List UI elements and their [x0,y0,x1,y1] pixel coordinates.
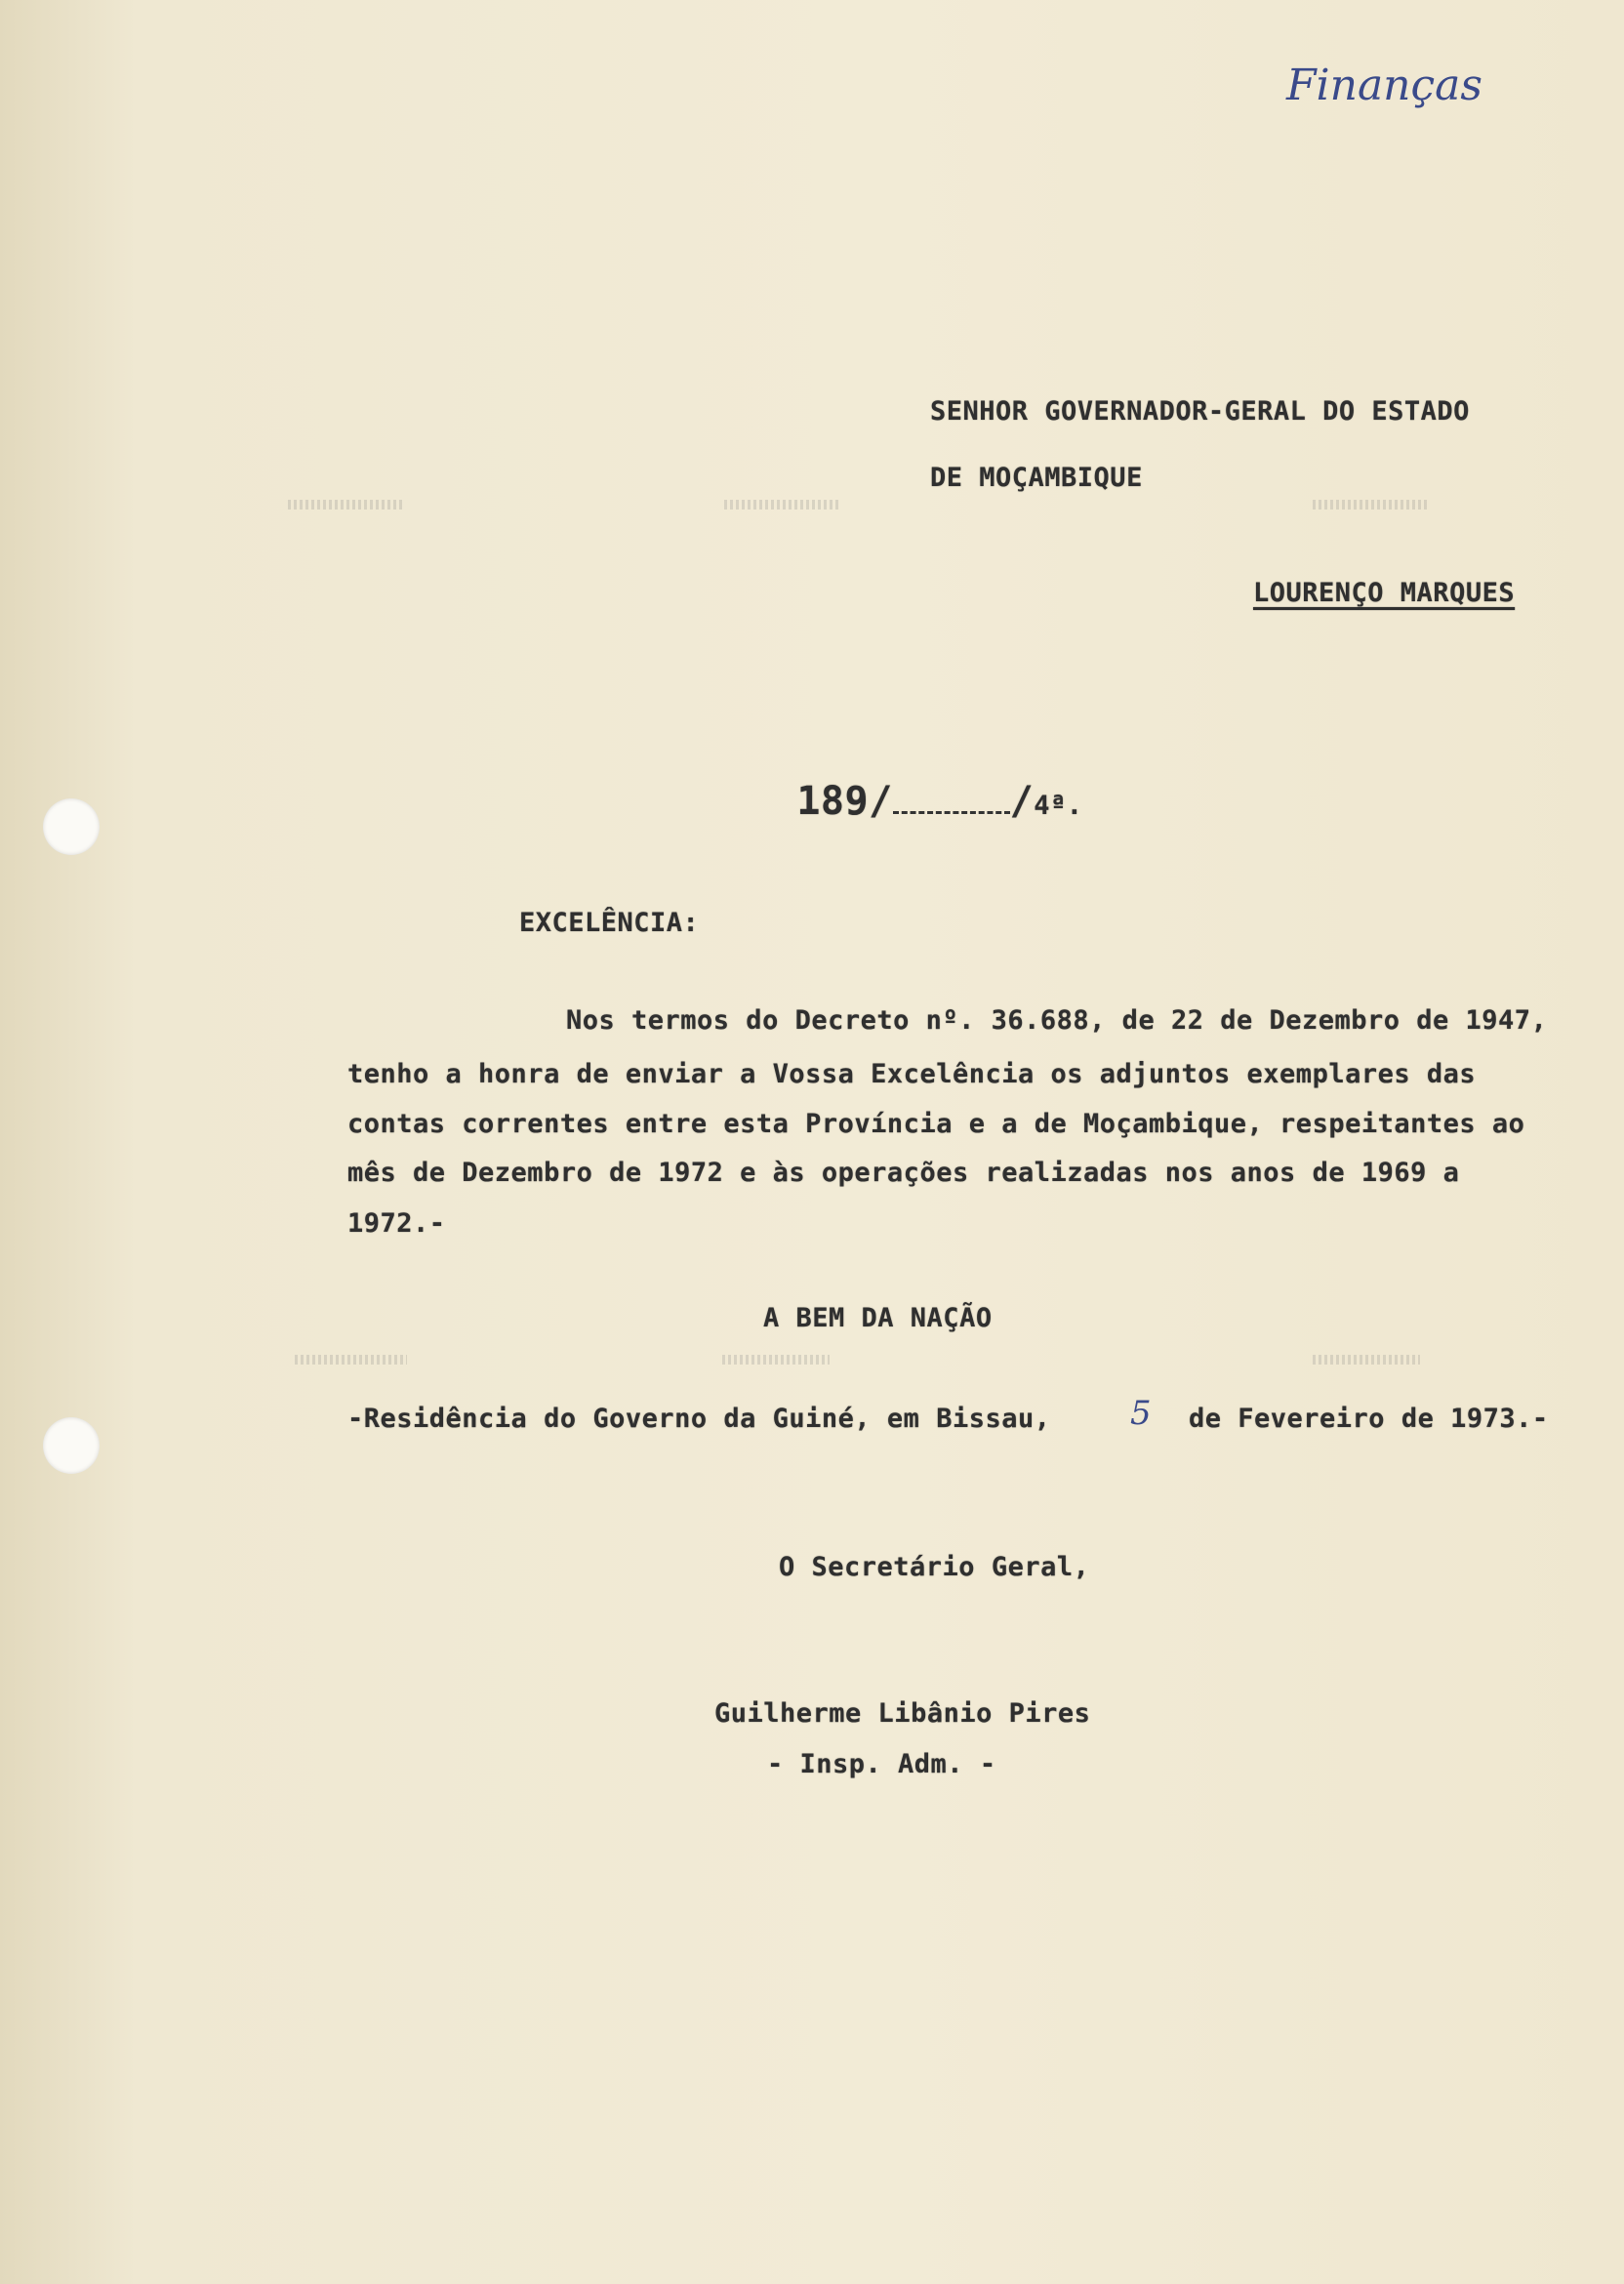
body-line-3: contas correntes entre esta Província e a de Moçambique, respeitantes ao [347,1109,1525,1139]
handwritten-day: 5 [1130,1394,1152,1433]
reference-id: 189 [796,779,870,824]
reference-suffix: 4ª. [1034,791,1083,821]
handwritten-annotation: Finanças [1286,61,1482,110]
place-text: -Residência do Governo da Guiné, em Bissau, [347,1404,1051,1434]
recipient-line-2: DE MOÇAMBIQUE [930,463,1143,493]
punch-hole-bottom [43,1417,100,1474]
reference-separator: / [1009,779,1035,824]
signatory-name: Guilherme Libânio Pires [714,1698,1091,1729]
bleed-mark [724,500,841,510]
reference-separator: / [869,779,893,824]
signatory-title: O Secretário Geral, [779,1552,1090,1582]
reference-blank [893,811,1010,814]
date-text: de Fevereiro de 1973.- [1189,1404,1549,1434]
bleed-mark [1313,500,1430,510]
signatory-position: - Insp. Adm. - [767,1749,996,1779]
closing-formula: A BEM DA NAÇÃO [763,1303,993,1333]
bleed-mark [288,500,405,510]
recipient-line-1: SENHOR GOVERNADOR-GERAL DO ESTADO [930,396,1470,427]
bleed-mark [722,1355,830,1365]
body-line-4: mês de Dezembro de 1972 e às operações realizadas nos anos de 1969 a [347,1158,1460,1188]
place-and-date [347,1404,1050,1434]
body-line-5: 1972.- [347,1208,446,1239]
recipient-line-3: LOURENÇO MARQUES [1253,578,1516,608]
reference-number [701,734,1083,869]
salutation: EXCELÊNCIA: [519,908,700,938]
body-line-1: Nos termos do Decreto nº. 36.688, de 22 de Dezembro de 1947, [566,1005,1548,1036]
punch-hole-top [43,798,100,855]
bleed-mark [295,1355,407,1365]
body-line-2: tenho a honra de enviar a Vossa Excelência os adjuntos exemplares das [347,1059,1477,1089]
bleed-mark [1313,1355,1420,1365]
